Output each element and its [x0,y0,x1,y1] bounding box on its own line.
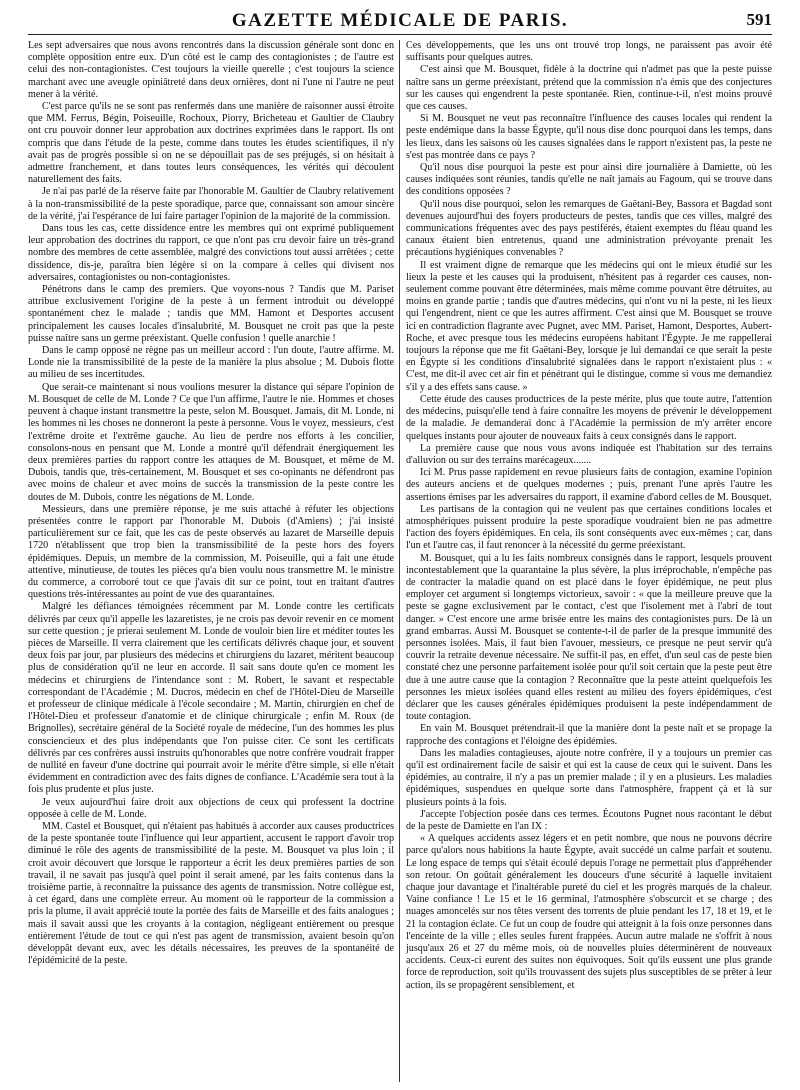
page-number: 591 [746,10,772,29]
paragraph: Dans tous les cas, cette dissidence entre les membres qui ont exprimé publiquement leur approbation des doctrines du rapport, ce que n'ont pas cru devoir faire un très-grand nombre des membres de cette assemblée, malgré des convictions tout aussi arrêtées ; cette dissidence, dis-je, paraîtra bien légère si on la compare à celles qui divisent nos adversaires, contagionistes ou non-contagionistes. [28,223,394,283]
paragraph: Je n'ai pas parlé de la réserve faite par l'honorable M. Gaultier de Claubry relativement à la non-transmissibilité de la peste sporadique, parce que, connaissant son amour sincère de la vérité, j'ai l'espérance de lui faire partager l'opinion de la majorité de la commission. [28,186,394,222]
paragraph: MM. Castel et Bousquet, qui n'étaient pas habitués à accorder aux causes productrices de la peste spontanée toute l'influence qui leur appartient, accusent le rapport d'avoir trop diminué le rôle des agents de transmissibilité de la peste. M. Bousquet va plus loin ; il croit avoir découvert que lorsque le rapporteur a écrit les deux premières parties de son travail, il ne savait pas jusqu'à quel point il serait amené, par les faits contenus dans la troisième partie, à reconnaître la puissance des agents de transmission. Notre collègue est, à cet égard, dans une complète erreur. Au moment où le rapporteur de la commission a pris la plume, il avait apprécié toute la portée des faits de Marseille et des faits analogues ; mais il savait aussi que les croyants à la contagion, négligeant entièrement ou presque entièrement l'étude de tout ce qui n'est pas agent de transmission, avaient besoin qu'on développât devant eux, avec les détails nécessaires, les preuves de la spontanéité de l'épidémicité de la peste. [28,821,394,967]
paragraph: Si M. Bousquet ne veut pas reconnaître l'influence des causes locales qui rendent la peste endémique dans la basse Égypte, qu'il nous dise donc pourquoi dans les temps, dans les lieux, dans les saisons où les causes signalées dans le rapport n'existent pas, la peste ne s'est pas montrée dans ce pays ? [406,113,772,161]
paragraph: Cette étude des causes productrices de la peste mérite, plus que toute autre, l'attention des médecins, puisqu'elle tend à faire connaître les moyens de prévenir le développement de la maladie. Je demanderai donc à l'Académie la permission de m'y arrêter encore quelques instants pour ajouter de nouveaux faits à ceux consignés dans le rapport. [406,393,772,442]
paragraph: Malgré les défiances témoignées récemment par M. Londe contre les certificats délivrés par ceux qu'il appelle les lazaretistes, je ne crois pas devoir revenir en ce moment sur cette question ; je prierai seulement M. Londe de vouloir bien lire et méditer toutes les pièces de Marseille. Il verra clairement que les certificats délivrés chaque jour, et souvent deux fois par jour, par plusieurs des médecins et chirurgiens du lazaret, méritent beaucoup plus de considération qu'il ne leur en accorde. Il sait sans doute qu'en ce moment les médecins et chirurgiens de l'intendance sont : M. Robert, le savant et respectable correspondant de l'Académie ; M. Ducros, médecin en chef de l'Hôtel-Dieu de Marseille et professeur de clinique médicale à l'école secondaire ; M. Martin, chirurgien en chef de l'Hôtel-Dieu et professeur d'anatomie et de clinique chirurgicale ; enfin M. Roux (de Brignolles), secrétaire général de la Société royale de médecine, l'un des hommes les plus consciencieux et des plus indépendants que l'on puisse citer. Ce sont les certificats délivrés par ces confrères aussi instruits qu'honorables que notre confrère voudrait frapper de nullité en faveur d'une doctrine qui pourrait avoir le mérite d'être simple, si elle n'était évidemment en contradiction avec des faits dignes de confiance. L'Académie sera tout à la fois plus prudente et plus juste. [28,601,394,796]
paragraph: En vain M. Bousquet prétendrait-il que la manière dont la peste naît et se propage la rapproche des contagions et l'éloigne des épidémies. [406,723,772,747]
right-column [406,40,772,1084]
paragraph: C'est ainsi que M. Bousquet, fidèle à la doctrine qui n'admet pas que la peste puisse naître sans un germe préexistant, prétend que la commission n'a émis que des conjectures sur les causes qui engendrent la peste spontanée. Rien, continue-t-il, n'est moins prouvé que ces causes. [406,64,772,113]
paragraph: Les sept adversaires que nous avons rencontrés dans la discussion générale sont donc en complète opposition entre eux. D'un côté est le camp des contagionistes ; de l'autre est celui des non-contagionistes. C'est toujours la vieille querelle ; c'est toujours la science marchant avec une aveugle opiniâtreté dans deux ornières, dont ni l'une ni l'autre ne peut mener à la vérité. [28,40,394,100]
page-header [28,8,772,35]
paragraph: Pénétrons dans le camp des premiers. Que voyons-nous ? Tandis que M. Pariset attribue exclusivement l'origine de la peste à un ferment introduit ou développé spontanément chez le malade ; tandis que MM. Hamont et Desportes accusent principalement les causes locales d'insalubrité, M. Bousquet ne croit pas que la peste puisse naître sans un germe préexistant. Quelle confusion ! quelle anarchie ! [28,284,394,344]
paragraph: Ici M. Prus passe rapidement en revue plusieurs faits de contagion, examine l'opinion des auteurs anciens et de quelques modernes ; puis, prenant l'une après l'autre les assertions émises par les adversaires du rapport, il examine d'abord celles de M. Bousquet. [406,467,772,503]
paragraph: Qu'il nous dise pourquoi, selon les remarques de Gaëtani-Bey, Bassora et Bagdad sont devenues aujourd'hui des foyers producteurs de pestes, tandis que ces villes, malgré des communications fréquentes avec des pays pestiférés, étaient exemptes du fléau quand les canaux étaient bien entretenus, quand une administration prévoyante prenait les précautions hygiéniques convenables ? [406,198,772,259]
paragraph: M. Bousquet, qui a lu les faits nombreux consignés dans le rapport, lesquels prouvent incontestablement que la quarantaine la plus sévère, la plus irréprochable, n'empêche pas de contracter la maladie quand on est placé dans le foyer épidémique, ne peut plus employer cet argument si longtemps victorieux, savoir : « que la meilleure preuve que la peste se gagne exclusivement par le contact, c'est que l'isolement met à l'abri de tout danger. » C'est encore une arme brisée entre les mains des contagionistes purs. De là un grand embarras. Aussi M. Bousquet se contente-t-il de parler de la presque immunité des personnes isolées. Mais, il faut bien l'avouer, messieurs, ce presque ne peut servir qu'à couvrir la retraite devenue nécessaire. Ne suffit-il pas, en effet, d'un seul cas de peste bien constaté chez une personne parfaitement isolée pour qu'il soit certain que la peste peut être due à une autre cause que la contagion ? Reconnaître que la peste atteint quelquefois les personnes les mieux isolées quand elles restent au milieu des foyers épidémiques, c'est déclarer que les causes générales épidémiques produisent la peste indépendamment de toute contagion. [406,552,772,723]
paragraph: Ces développements, que les uns ont trouvé trop longs, ne paraissent pas avoir été suffisants pour quelques autres. [406,40,772,64]
paragraph: Dans le camp opposé ne règne pas un meilleur accord : l'un doute, l'autre affirme. M. Londe nie la transmissibilité de la peste de la manière la plus absolue ; M. Dubois flotte au milieu de ses incertitudes. [28,345,394,381]
paragraph: Messieurs, dans une première réponse, je me suis attaché à réfuter les objections présentées contre le rapport par l'honorable M. Dubois (d'Amiens) ; j'ai insisté particulièrement sur ce fait, que les cas de peste observés au lazaret de Marseille depuis 1720 n'établissent que trop bien la transmissibilité de la peste hors des foyers épidémiques. Depuis, un membre de la commission, M. Poiseuille, qui a fait une étude attentive, minutieuse, de toutes les pièces qu'a bien voulu nous transmettre M. le ministre du commerce, a corroboré tout ce que j'avais dit sur ce point, tout en traitant d'autres questions très-intéressantes au point de vue des quarantaines. [28,503,394,601]
paragraph: « A quelques accidents assez légers et en petit nombre, que nous ne pouvons décrire parce qu'alors nous habitions la haute Égypte, avait succédé un calme parfait et soutenu. Le long espace de temps qui s'était écoulé depuis l'orage ne permettait plus d'appréhender son retour. On goûtait généralement les douceurs d'une sécurité à laquelle invitaient chaque jour davantage et l'inaltérable pureté du ciel et les progrès marqués de la chaleur. Vaine confiance ! Le 15 et le 16 germinal, l'atmosphère s'obscurcit et se charge ; des nuages amoncelés sur nos têtes versent des torrents de pluie pendant les 17, 18 et 19, et le 21 la contagion éclate. Ce fut un coup de foudre qui atteignit à la fois onze personnes dans l'enceinte de la ville ; elles seules furent frappées. Aucun autre malade ne s'offrit à nous jusqu'aux 26 et 27 du même mois, où de nouvelles pluies déterminèrent de nouveaux accidents. Ceux-ci eurent des suites non équivoques. Soit qu'ils eussent une plus grande force de reproduction, soit qu'ils trouvassent des sujets plus susceptibles de se prêter à leur action, ils se propagèrent sensiblement, et [406,833,772,991]
paragraph: Les partisans de la contagion qui ne veulent pas que certaines conditions locales et atmosphériques puissent produire la peste sporadique voudraient bien ne pas admettre l'action des foyers épidémiques. En cela, ils sont conséquents avec eux-mêmes ; car, dans l'un et l'autre cas, il faut renoncer à la nécessité du germe préexistant. [406,503,772,552]
paragraph: J'accepte l'objection posée dans ces termes. Écoutons Pugnet nous racontant le début de la peste de Damiette en l'an IX : [406,808,772,832]
paragraph: Qu'il nous dise pourquoi la peste est pour ainsi dire journalière à Damiette, où les causes indiquées sont réunies, tandis qu'elle ne naît jamais au Fagoum, qui se trouve dans des conditions opposées ? [406,162,772,198]
paragraph: Je veux aujourd'hui faire droit aux objections de ceux qui professent la doctrine opposée à celle de M. Londe. [28,796,394,820]
journal-title: GAZETTE MÉDICALE DE PARIS. [231,10,569,31]
paragraph: Que serait-ce maintenant si nous voulions mesurer la distance qui sépare l'opinion de M. Bousquet de celle de M. Londe ? Ce que l'un affirme, l'autre le nie. Hommes et choses peuvent à chaque instant transmettre la peste, selon M. Bousquet. Jamais, dit M. Londe, ni les hommes ni les choses ne donneront la peste à personne. Vous le voyez, messieurs, c'est l'extrême droite et l'extrême gauche. Au lieu de perdre nos efforts à les concilier, consolons-nous en pensant que M. Londe a montré qu'il défendrait énergiquement les deux premières parties du rapport contre les attaques de M. Bousquet, et même de M. Dubois, tandis que, très-certainement, M. Bousquet et ses co-opinants ne défendront pas avec moins de chaleur et avec moins de succès la transmission de la peste contre les doutes de M. Dubois, contre les négations de M. Londe. [28,381,394,503]
column-divider [399,40,400,1082]
paragraph: Il est vraiment digne de remarque que les médecins qui ont le mieux étudié sur les lieux la peste et les causes qui la produisent, n'hésitent pas à regarder ces causes, non-seulement comme pouvant être déterminées, mais même comme pouvant être détruites, au moins en grande partie ; tandis que d'autres médecins, qui n'ont vu ni la peste, ni les lieux qui l'engendrent, nient ce que les autres affirment. C'est ainsi que M. Bousquet se trouve ici en contradiction flagrante avec Pugnet, avec MM. Pariset, Hamont, Desportes, Aubert-Roche, et avec presque tous les médecins européens habitant l'Égypte. Je me rappellerai toujours la réponse que me fit Gaëtani-Bey, lorsque je lui demandai ce que serait la peste en Égypte si les conditions d'insalubrité signalées dans le rapport n'existaient plus : « C'est, me dit-il avec cet air fin et pénétrant qui le distingue, comme si vous me demandiez s'il y a des effets sans cause. » [406,259,772,393]
paragraph: La première cause que nous vous avons indiquée est l'habitation sur des terrains d'alluvion ou sur des terrains marécageux....... [406,442,772,466]
left-column [28,40,394,1084]
paragraph: C'est parce qu'ils ne se sont pas renfermés dans une manière de raisonner aussi étroite que MM. Ferrus, Bégin, Poiseuille, Rochoux, Piorry, Bricheteau et Gaultier de Claubry ont cru pouvoir donner leur approbation aux doctrines exprimées dans le rapport. Ils ont compris que dans l'étude de la peste, comme dans toutes les études scientifiques, il n'y avait pas de progrès possible si on ne se dépouillait pas de ses préjugés, si on hésitait à admettre franchement, et dans toutes leurs conséquences, les vérités qui découlent naturellement des faits. [28,101,394,186]
paragraph: Dans les maladies contagieuses, ajoute notre confrère, il y a toujours un premier cas qu'il est ordinairement facile de saisir et qui est la cause de ceux qui le suivent. Dans les épidémies, au contraire, il n'y a pas un premier malade ; il y en a plusieurs. Les maladies épidémiques, suspendues en quelque sorte dans l'atmosphère, frappent çà et là sur plusieurs points à la fois. [406,747,772,808]
